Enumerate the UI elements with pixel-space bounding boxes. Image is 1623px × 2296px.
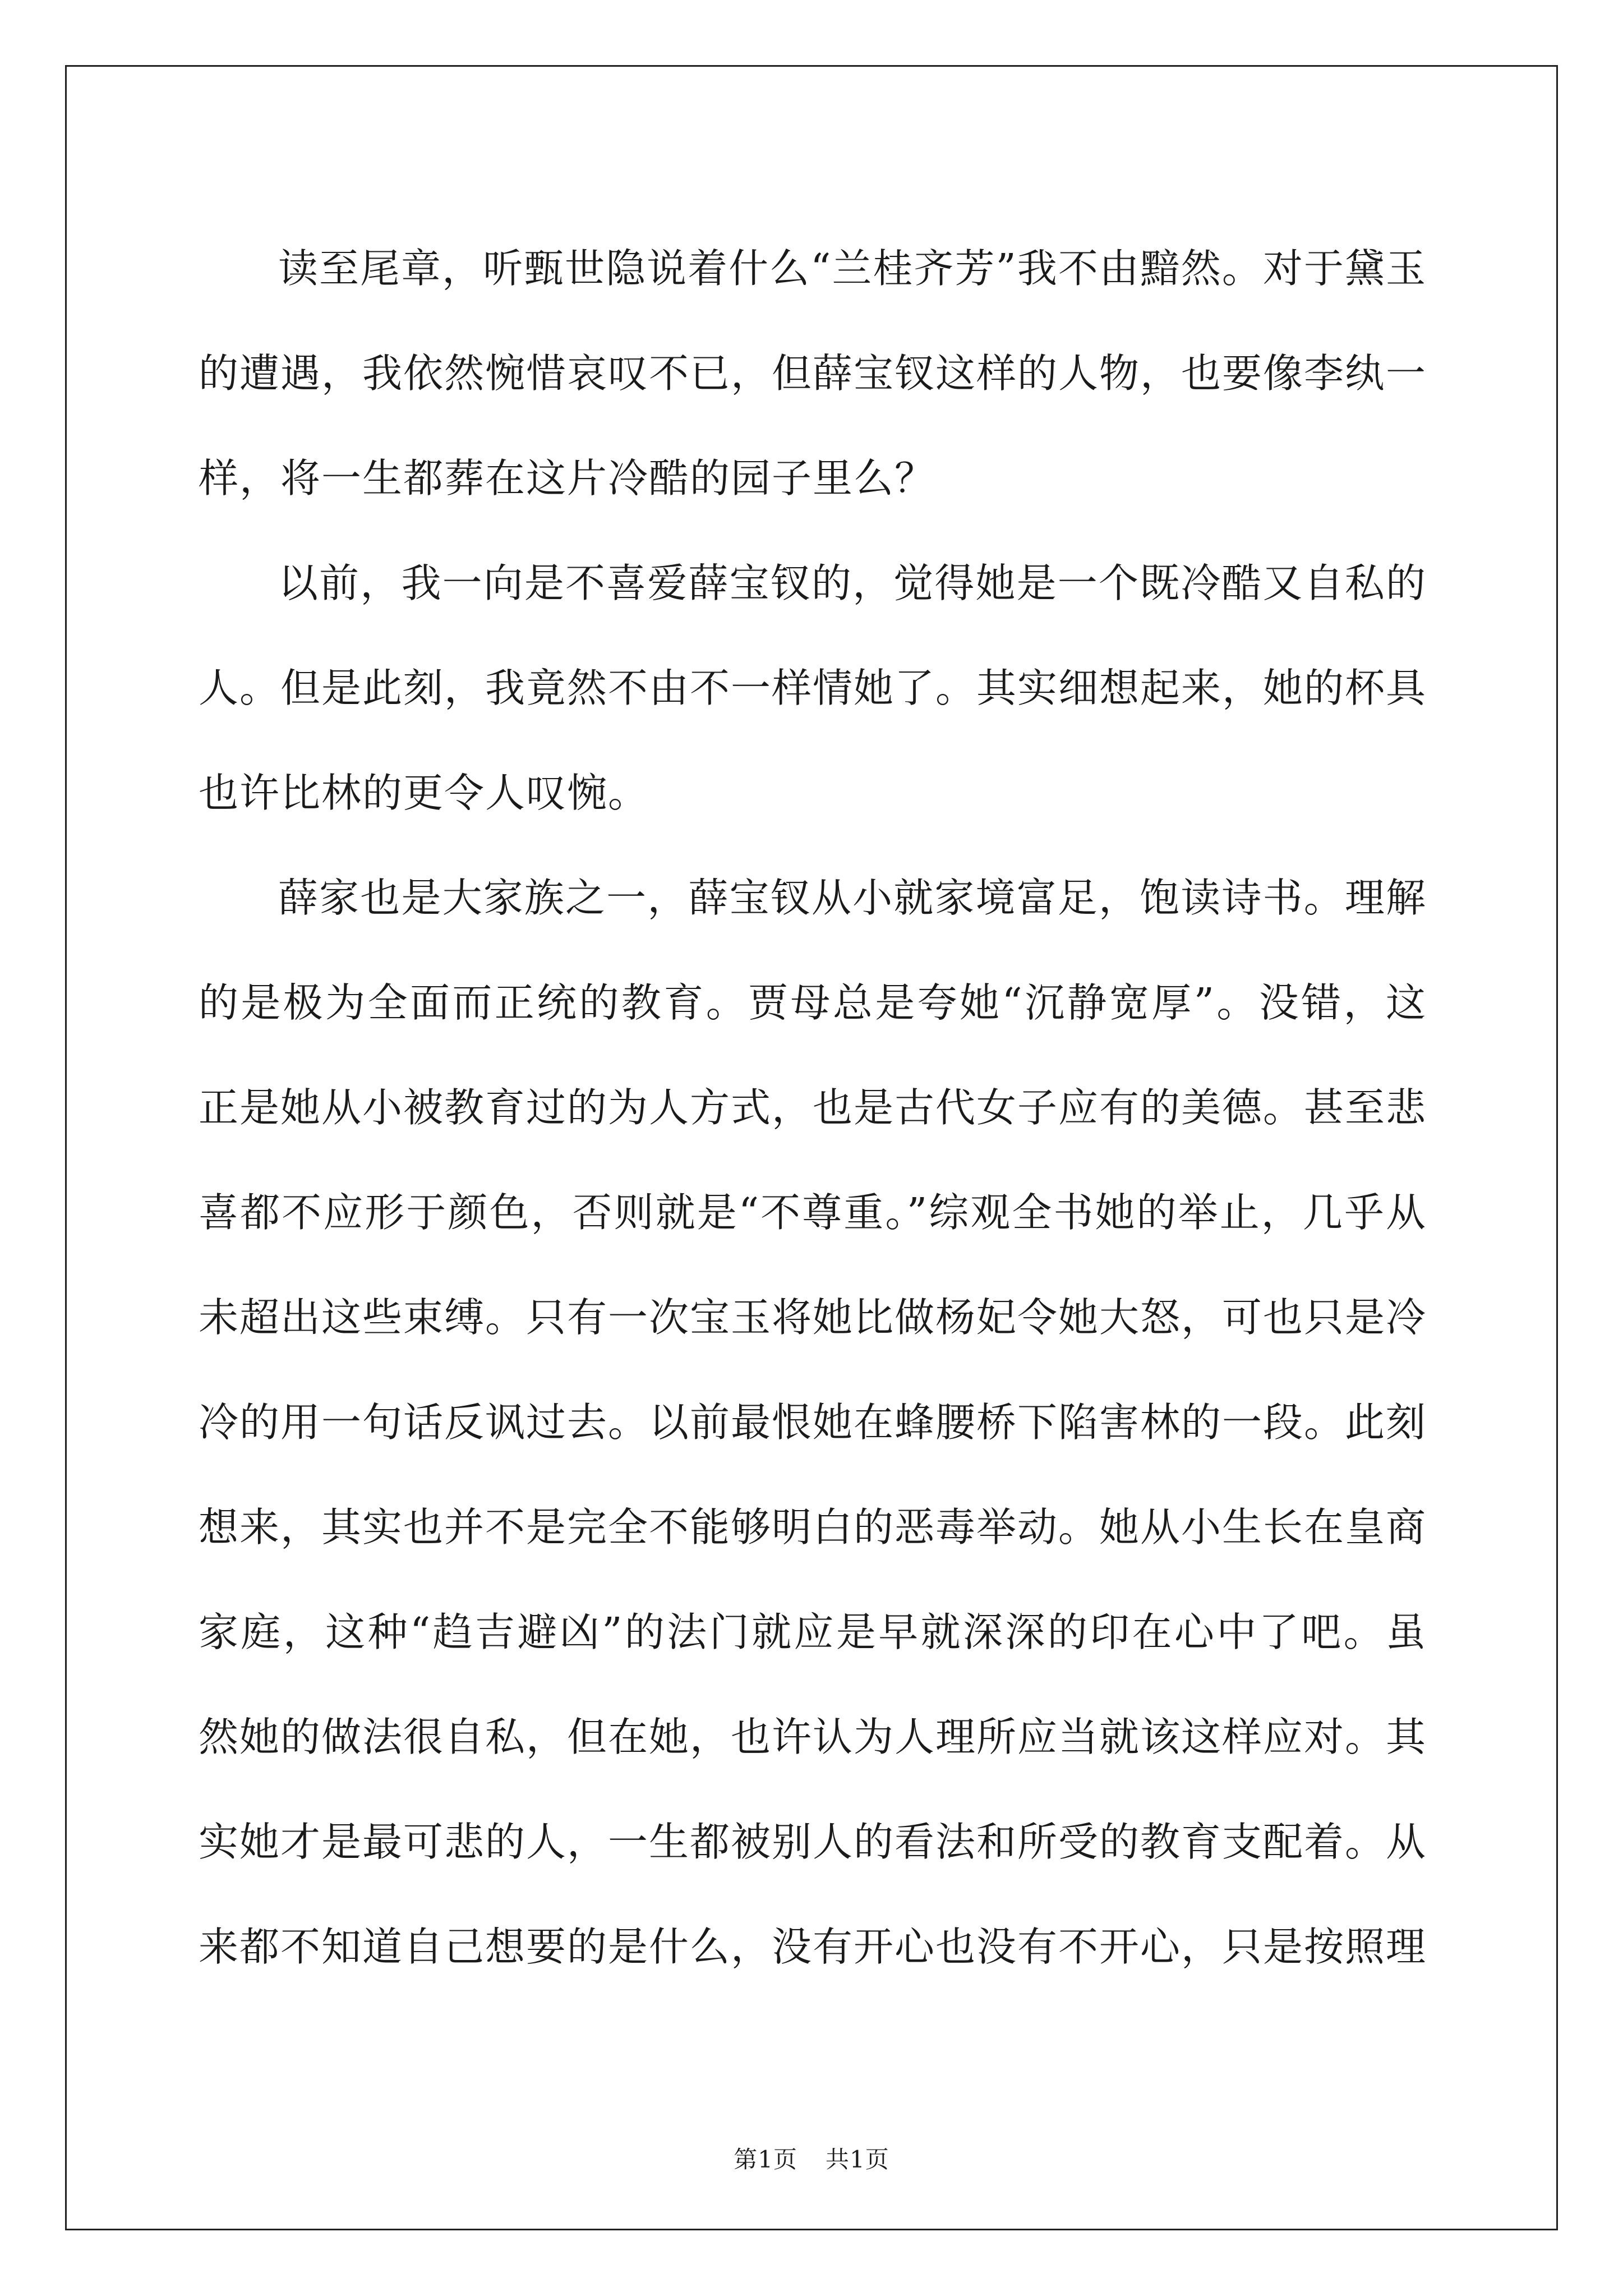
paragraph-1: 读至尾章，听甄世隐说着什么“兰桂齐芳”我不由黯然。对于黛玉的遭遇，我依然惋惜哀叹不已，但薛宝钗这样的人物，也要像李纨一样，将一生都葬在这片冷酷的园子里么？: [199, 245, 1427, 501]
page-number-total: 共1页: [826, 2146, 889, 2173]
page-number-current: 第1页: [734, 2146, 797, 2173]
paragraph-2: 以前，我一向是不喜爱薛宝钗的，觉得她是一个既冷酷又自私的人。但是此刻，我竟然不由不一样情她了。其实细想起来，她的杯具也许比林的更令人叹惋。: [199, 560, 1427, 816]
paragraph-3: 薛家也是大家族之一，薛宝钗从小就家境富足，饱读诗书。理解的是极为全面而正统的教育。贾母总是夸她“沉静宽厚”。没错，这正是她从小被教育过的为人方式，也是古代女子应有的美德。甚至悲喜都不应形于颜色，否则就是“不尊重。”综观全书她的举止，几乎从未超出这些束缚。只有一次宝玉将她比做杨妃令她大怒，可也只是冷冷的用一句话反讽过去。以前最恨她在蜂腰桥下陷害林的一段。此刻想来，其实也并不是完全不能够明白的恶毒举动。她从小生长在皇商家庭，这种“趋吉避凶”的法门就应是早就深深的印在心中了吧。虽然她的做法很自私，但在她，也许认为人理所应当就该这样应对。其实她才是最可悲的人，一生都被别人的看法和所受的教育支配着。从来都不知道自己想要的是什么，没有开心也没有不开心，只是按照理: [199, 875, 1427, 1970]
page-footer: [0, 2143, 1623, 2177]
document-body: [199, 216, 1427, 1999]
